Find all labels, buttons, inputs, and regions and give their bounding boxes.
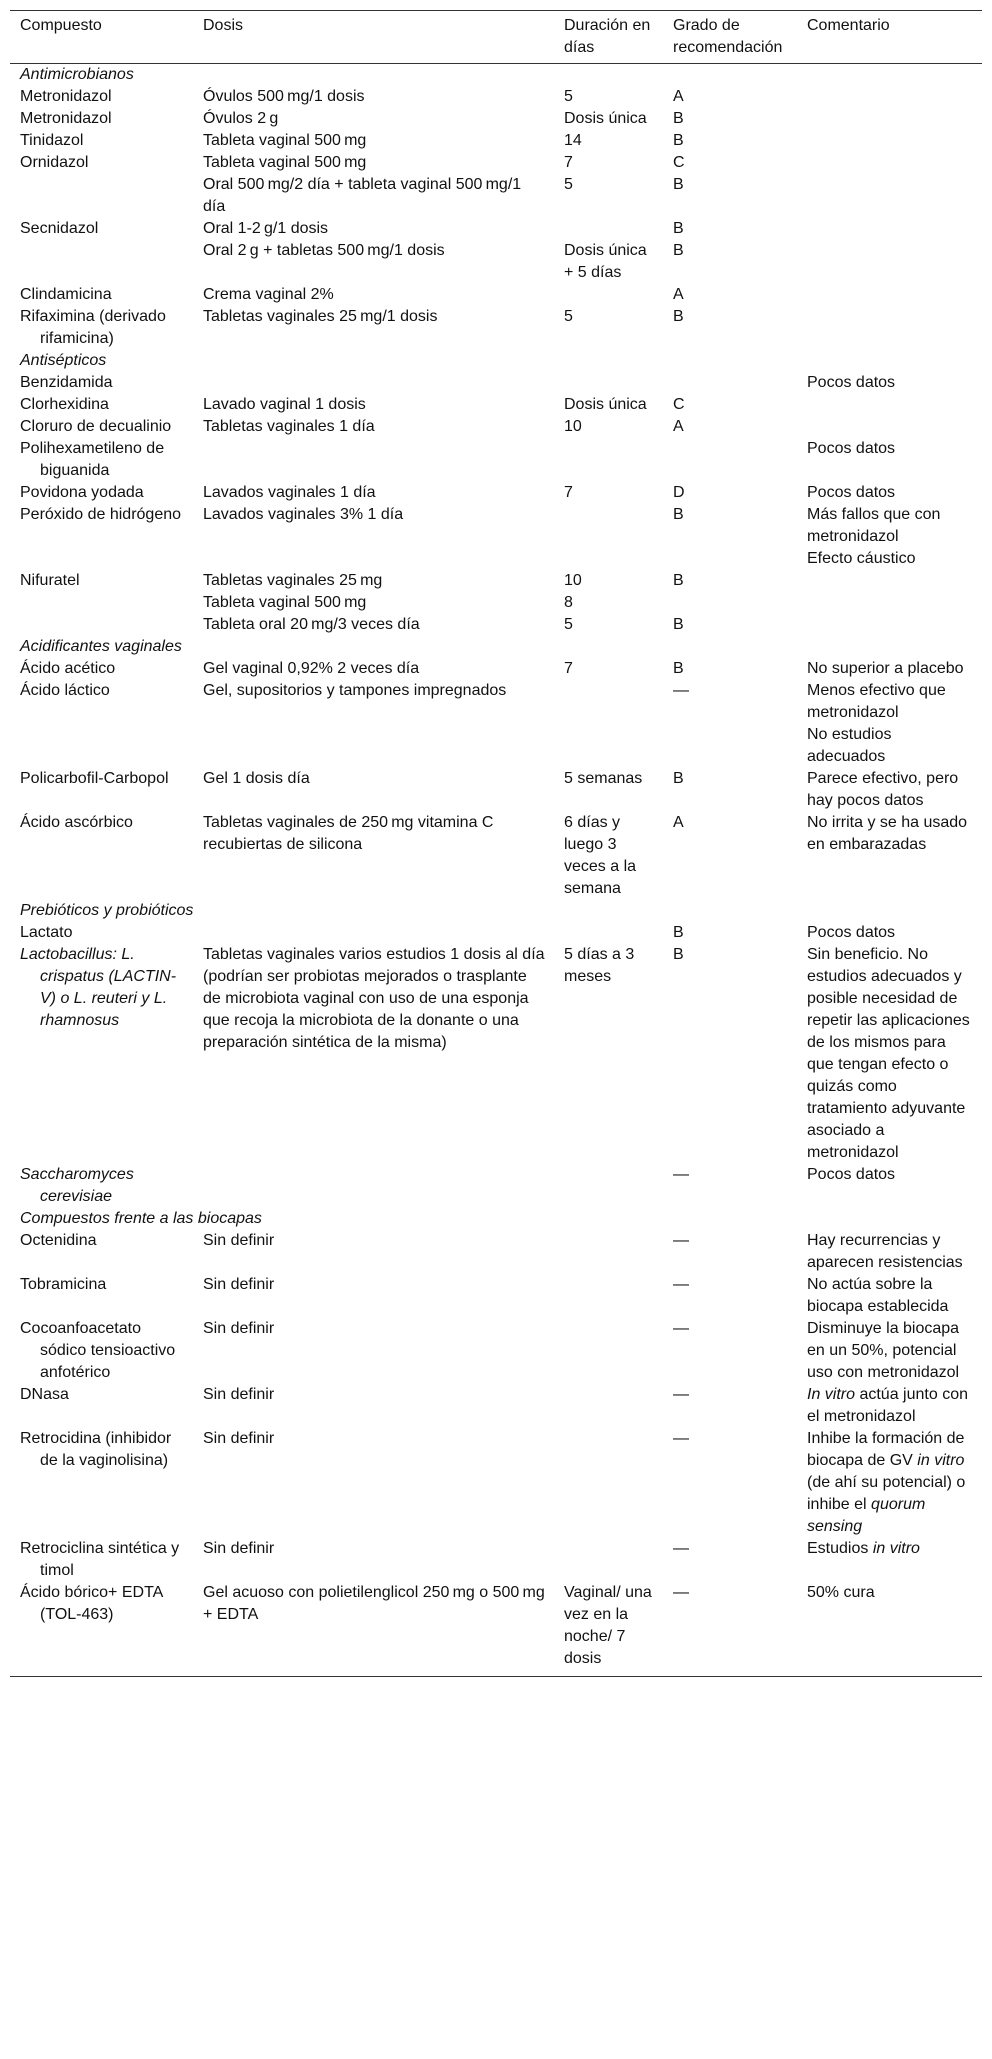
cell-comentario: Pocos datos: [807, 484, 896, 501]
cell-grado: B: [673, 770, 684, 787]
cell-grado: —: [673, 1430, 689, 1447]
cell-comentario: [797, 218, 982, 240]
cell-dosis: Óvulos 2 g: [203, 110, 279, 127]
cell-grado: —: [673, 1540, 689, 1557]
cell-dosis: Lavado vaginal 1 dosis: [203, 396, 366, 413]
cell-comentario: Pocos datos: [807, 374, 896, 391]
section-heading-row: [10, 350, 982, 372]
cell-grado: B: [673, 308, 684, 325]
table-row: [10, 1582, 982, 1677]
cell-compuesto: [10, 592, 193, 614]
cell-duracion: 8: [564, 594, 573, 611]
cell-dosis: [193, 1164, 554, 1208]
cell-compuesto: Lactato: [20, 924, 73, 941]
cell-compuesto: [10, 240, 193, 284]
table-row: [10, 1538, 982, 1582]
cell-comentario: No irrita y se ha usado en embarazadas: [807, 814, 968, 853]
cell-grado: A: [673, 814, 684, 831]
cell-comentario: Disminuye la biocapa en un 50%, potencial uso con metronidazol: [807, 1320, 960, 1381]
cell-comentario: No superior a placebo: [807, 660, 964, 677]
cell-compuesto: Ácido ascórbico: [20, 814, 133, 831]
table-row: [10, 1318, 982, 1384]
cell-dosis: Lavados vaginales 1 día: [203, 484, 376, 501]
cell-dosis: Oral 500 mg/2 día + tableta vaginal 500 mg/1 día: [203, 176, 522, 215]
cell-compuesto: Tinidazol: [20, 132, 84, 149]
cell-grado: B: [673, 220, 684, 237]
table-row: [10, 570, 982, 592]
cell-comentario: Hay recurrencias y aparecen resistencias: [807, 1232, 963, 1271]
table-row: [10, 614, 982, 636]
cell-compuesto: Nifuratel: [20, 572, 80, 589]
cell-dosis: [193, 922, 554, 944]
cell-compuesto: DNasa: [20, 1386, 69, 1403]
cell-dosis: Sin definir: [203, 1430, 275, 1447]
cell-comentario: [797, 240, 982, 284]
cell-duracion: [554, 1428, 663, 1538]
cell-duracion: [554, 1230, 663, 1274]
cell-grado: A: [673, 88, 684, 105]
cell-dosis: Tabletas vaginales 25 mg/1 dosis: [203, 308, 438, 325]
cell-comentario: 50% cura: [797, 1582, 982, 1677]
cell-grado: A: [673, 418, 684, 435]
cell-duracion: 14: [564, 132, 582, 149]
cell-grado: B: [673, 176, 684, 193]
cell-grado: B: [673, 132, 684, 149]
cell-comentario: [797, 130, 982, 152]
cell-compuesto: Cloruro de decualinio: [20, 418, 172, 435]
cell-compuesto: [10, 174, 193, 218]
table-row: [10, 1428, 982, 1538]
cell-grado: C: [673, 154, 685, 171]
table-row: [10, 1164, 982, 1208]
cell-dosis: [193, 372, 554, 394]
cell-comentario: Menos efectivo que metronidazol No estudios adecuados: [807, 682, 946, 765]
section-title: Compuestos frente a las biocapas: [20, 1210, 262, 1227]
table-header: [10, 11, 982, 64]
cell-dosis: Sin definir: [203, 1320, 275, 1337]
section-title: Antimicrobianos: [20, 66, 134, 83]
cell-duracion: Dosis única: [564, 110, 647, 127]
table-row: [10, 922, 982, 944]
cell-dosis: Tabletas vaginales 25 mg: [203, 572, 383, 589]
cell-comentario: [797, 306, 982, 350]
cell-compuesto: Rifaximina (derivado rifamicina): [20, 308, 166, 347]
cell-grado: —: [673, 1276, 689, 1293]
section-heading-row: [10, 1208, 982, 1230]
cell-dosis: Tabletas vaginales varios estudios 1 dosis al día (podrían ser probiotas mejorados o trasplante de microbiota vaginal con uso de una esponja que recoja la microbiota de la donante o una preparación sintética de la misma): [203, 946, 545, 1051]
cell-dosis: Crema vaginal 2%: [203, 286, 334, 303]
cell-duracion: [554, 504, 663, 570]
cell-dosis: Gel 1 dosis día: [203, 770, 310, 787]
table-row: [10, 372, 982, 394]
cell-dosis: Tabletas vaginales 1 día: [203, 418, 375, 435]
cell-comentario: [797, 570, 982, 592]
cell-dosis: Oral 1-2 g/1 dosis: [203, 220, 329, 237]
cell-dosis: Tabletas vaginales de 250 mg vitamina C recubiertas de silicona: [203, 814, 494, 853]
cell-dosis: Gel acuoso con polietilenglicol 250 mg o 500 mg + EDTA: [193, 1582, 554, 1677]
cell-comentario: [797, 592, 982, 614]
cell-dosis: Tableta vaginal 500 mg: [203, 132, 367, 149]
cell-compuesto: Cocoanfoacetato sódico tensioactivo anfotérico: [20, 1320, 176, 1381]
cell-duracion: Dosis única + 5 días: [564, 242, 647, 281]
table-row: [10, 812, 982, 900]
cell-comentario: Estudios in vitro: [807, 1540, 920, 1557]
cell-grado: B: [673, 506, 684, 523]
section-heading-row: [10, 900, 982, 922]
table-row: [10, 416, 982, 438]
cell-grado: A: [673, 286, 684, 303]
cell-duracion: 10: [564, 572, 582, 589]
section-title: Prebióticos y probióticos: [20, 902, 194, 919]
cell-duracion: Dosis única: [564, 396, 647, 413]
cell-compuesto: Tobramicina: [20, 1276, 107, 1293]
header-duracion: Duración en días: [554, 11, 663, 64]
section-title: Acidificantes vaginales: [20, 638, 182, 655]
cell-comentario: Pocos datos: [807, 924, 896, 941]
table-row: [10, 482, 982, 504]
cell-dosis: Óvulos 500 mg/1 dosis: [203, 88, 365, 105]
cell-duracion: 5: [564, 88, 573, 105]
header-dosis: Dosis: [193, 11, 554, 64]
header-grado: Grado de recomendación: [663, 11, 797, 64]
cell-duracion: 5 semanas: [564, 770, 643, 787]
cell-compuesto: Secnidazol: [20, 220, 99, 237]
cell-duracion: [554, 1164, 663, 1208]
cell-duracion: [554, 680, 663, 768]
cell-compuesto: Retrocidina (inhibidor de la vaginolisina): [20, 1430, 172, 1469]
cell-comentario: Más fallos que con metronidazol Efecto cáustico: [807, 506, 941, 567]
cell-duracion: [554, 1538, 663, 1582]
section-title: Antisépticos: [20, 352, 107, 369]
cell-comentario: Inhibe la formación de biocapa de GV in vitro (de ahí su potencial) o inhibe el quorum sensing: [807, 1430, 966, 1535]
cell-comentario: [797, 108, 982, 130]
cell-comentario: Sin beneficio. No estudios adecuados y posible necesidad de repetir las aplicaciones de los mismos para que tengan efecto o quizás como tratamiento adyuvante asociado a metronidazol: [807, 946, 970, 1161]
cell-duracion: 10: [564, 418, 582, 435]
cell-grado: —: [673, 1166, 689, 1183]
cell-grado: —: [673, 1320, 689, 1337]
cell-grado: —: [673, 1232, 689, 1249]
cell-comentario: [797, 86, 982, 108]
cell-grado: B: [673, 572, 684, 589]
section-heading-row: [10, 636, 982, 658]
cell-compuesto: Ácido bórico+ EDTA (TOL-463): [10, 1582, 193, 1677]
cell-duracion: 7: [564, 660, 573, 677]
cell-compuesto: Ácido láctico: [20, 682, 110, 699]
cell-comentario: Parece efectivo, pero hay pocos datos: [807, 770, 959, 809]
cell-grado: —: [673, 682, 689, 699]
cell-compuesto: Metronidazol: [20, 88, 112, 105]
cell-dosis: Tableta oral 20 mg/3 veces día: [203, 616, 420, 633]
cell-dosis: Gel vaginal 0,92% 2 veces día: [203, 660, 420, 677]
table-row: [10, 1230, 982, 1274]
cell-grado: D: [673, 484, 685, 501]
cell-grado: —: [673, 1386, 689, 1403]
cell-grado: B: [673, 616, 684, 633]
table-row: [10, 174, 982, 218]
cell-duracion: 5: [564, 616, 573, 633]
cell-compuesto: Octenidina: [20, 1232, 97, 1249]
cell-dosis: Sin definir: [203, 1540, 275, 1557]
cell-comentario: [797, 394, 982, 416]
treatment-table: [10, 10, 982, 1677]
cell-dosis: Sin definir: [203, 1276, 275, 1293]
cell-grado: B: [673, 110, 684, 127]
cell-dosis: Tableta vaginal 500 mg: [203, 154, 367, 171]
cell-comentario: No actúa sobre la biocapa establecida: [807, 1276, 949, 1315]
table-row: [10, 394, 982, 416]
table-body: [10, 64, 982, 1677]
table-row: [10, 504, 982, 570]
header-comentario: Comentario: [797, 11, 982, 64]
cell-duracion: 5 días a 3 meses: [564, 946, 635, 985]
header-compuesto: Compuesto: [10, 11, 193, 64]
cell-dosis: Tableta vaginal 500 mg: [203, 594, 367, 611]
cell-compuesto: Povidona yodada: [20, 484, 144, 501]
cell-duracion: 5: [564, 308, 573, 325]
table-row: [10, 152, 982, 174]
cell-compuesto: Retrociclina sintética y timol: [20, 1540, 180, 1579]
cell-compuesto: Clorhexidina: [20, 396, 109, 413]
cell-duracion: [554, 372, 663, 394]
cell-duracion: 5: [564, 176, 573, 193]
cell-comentario: Pocos datos: [807, 1166, 896, 1183]
cell-duracion: [554, 922, 663, 944]
cell-duracion: [554, 1384, 663, 1428]
cell-comentario: Pocos datos: [807, 440, 896, 457]
cell-comentario: [797, 152, 982, 174]
cell-grado: —: [663, 1582, 797, 1677]
table-row: [10, 284, 982, 306]
table-row: [10, 240, 982, 284]
table-row: [10, 218, 982, 240]
cell-dosis: Gel, supositorios y tampones impregnados: [203, 682, 507, 699]
cell-compuesto: Metronidazol: [20, 110, 112, 127]
cell-comentario: [797, 416, 982, 438]
cell-duracion: [554, 438, 663, 482]
table-row: [10, 1384, 982, 1428]
table-row: [10, 86, 982, 108]
cell-grado: [663, 592, 797, 614]
cell-compuesto: Polihexametileno de biguanida: [20, 440, 165, 479]
cell-grado: B: [673, 242, 684, 259]
cell-duracion: Vaginal/ una vez en la noche/ 7 dosis: [554, 1582, 663, 1677]
table-row: [10, 680, 982, 768]
cell-comentario: [797, 614, 982, 636]
table-row: [10, 130, 982, 152]
cell-dosis: Sin definir: [203, 1386, 275, 1403]
cell-duracion: 7: [564, 154, 573, 171]
cell-dosis: Lavados vaginales 3% 1 día: [203, 506, 404, 523]
cell-dosis: Oral 2 g + tabletas 500 mg/1 dosis: [203, 242, 445, 259]
table-row: [10, 306, 982, 350]
cell-compuesto: Clindamicina: [20, 286, 112, 303]
cell-comentario: [797, 174, 982, 218]
cell-compuesto: Lactobacillus: L. crispatus (LACTIN-V) o L. reuteri y L. rhamnosus: [20, 946, 177, 1029]
cell-compuesto: [10, 614, 193, 636]
cell-duracion: [554, 218, 663, 240]
cell-dosis: [193, 438, 554, 482]
cell-grado: C: [673, 396, 685, 413]
cell-compuesto: Ácido acético: [20, 660, 116, 677]
cell-dosis: Sin definir: [203, 1232, 275, 1249]
cell-comentario: In vitro actúa junto con el metronidazol: [807, 1386, 968, 1425]
cell-comentario: [797, 284, 982, 306]
cell-compuesto: Saccharomyces cerevisiae: [20, 1166, 134, 1205]
cell-compuesto: Ornidazol: [20, 154, 89, 171]
cell-grado: [663, 438, 797, 482]
cell-duracion: 7: [564, 484, 573, 501]
cell-compuesto: Policarbofil-Carbopol: [20, 770, 169, 787]
table-row: [10, 438, 982, 482]
section-heading-row: [10, 64, 982, 87]
cell-grado: B: [673, 946, 684, 963]
table-row: [10, 1274, 982, 1318]
table-row: [10, 944, 982, 1164]
cell-compuesto: Benzidamida: [20, 374, 113, 391]
cell-duracion: 6 días y luego 3 veces a la semana: [564, 814, 637, 897]
cell-grado: [663, 372, 797, 394]
table-row: [10, 592, 982, 614]
cell-compuesto: Peróxido de hidrógeno: [20, 506, 182, 523]
table-row: [10, 768, 982, 812]
table-row: [10, 658, 982, 680]
cell-duracion: [554, 284, 663, 306]
table-row: [10, 108, 982, 130]
cell-grado: B: [673, 660, 684, 677]
cell-grado: B: [673, 924, 684, 941]
cell-duracion: [554, 1274, 663, 1318]
cell-duracion: [554, 1318, 663, 1384]
